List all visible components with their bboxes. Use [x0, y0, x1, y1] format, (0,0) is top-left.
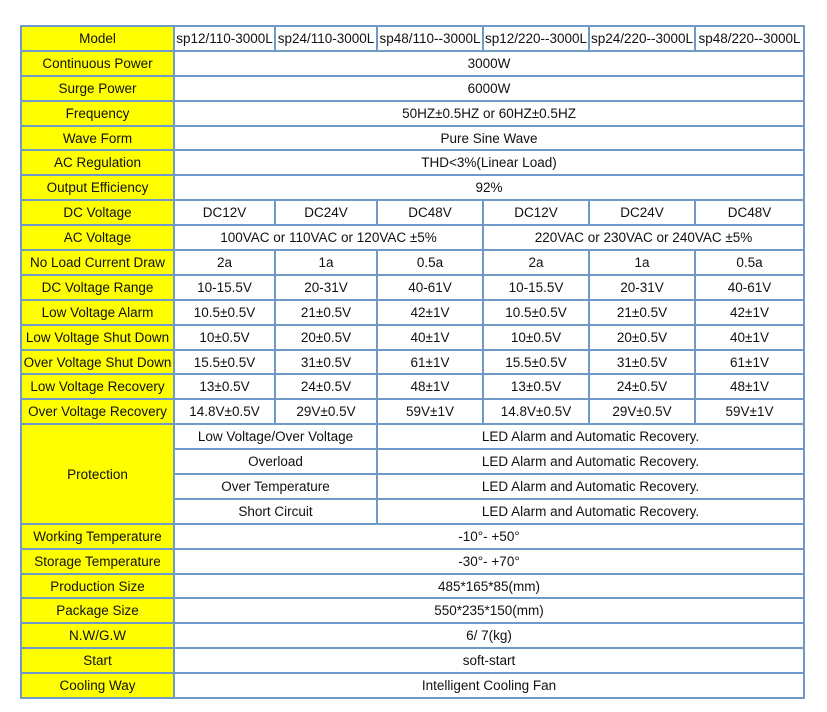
value-cell: DC24V — [275, 200, 377, 225]
value-cell: 42±1V — [695, 300, 804, 325]
value-cell: -30°- +70° — [174, 549, 804, 574]
table-row — [21, 275, 804, 300]
value-cell: 61±1V — [695, 350, 804, 375]
value-cell: 24±0.5V — [275, 374, 377, 399]
row-label: Protection — [21, 424, 174, 524]
value-cell: 13±0.5V — [174, 374, 275, 399]
protection-name: Short Circuit — [174, 499, 377, 524]
table-row-header — [21, 26, 804, 51]
value-cell: 485*165*85(mm) — [174, 574, 804, 599]
row-label: N.W/G.W — [21, 623, 174, 648]
table-row — [21, 76, 804, 101]
row-label: Over Voltage Recovery — [21, 399, 174, 424]
value-cell: 48±1V — [695, 374, 804, 399]
row-label: No Load Current Draw — [21, 250, 174, 275]
value-cell: soft-start — [174, 648, 804, 673]
value-cell: 2a — [174, 250, 275, 275]
row-label: AC Regulation — [21, 150, 174, 175]
value-cell: 40±1V — [377, 325, 483, 350]
value-cell: 2a — [483, 250, 589, 275]
value-cell: DC12V — [174, 200, 275, 225]
table-row — [21, 574, 804, 599]
protection-value: LED Alarm and Automatic Recovery. — [377, 474, 804, 499]
table-row — [21, 300, 804, 325]
row-label: DC Voltage — [21, 200, 174, 225]
row-label: Package Size — [21, 598, 174, 623]
value-cell: 1a — [275, 250, 377, 275]
value-cell: 550*235*150(mm) — [174, 598, 804, 623]
table-row — [21, 175, 804, 200]
row-label: Continuous Power — [21, 51, 174, 76]
value-cell: 15.5±0.5V — [174, 350, 275, 375]
model-header: sp48/220--3000L — [695, 26, 804, 51]
row-label: Working Temperature — [21, 524, 174, 549]
value-cell: 42±1V — [377, 300, 483, 325]
value-cell: 10±0.5V — [483, 325, 589, 350]
value-cell: 21±0.5V — [589, 300, 695, 325]
table-row — [21, 51, 804, 76]
row-label: Model — [21, 26, 174, 51]
value-cell: 14.8V±0.5V — [483, 399, 589, 424]
row-label: Over Voltage Shut Down — [21, 350, 174, 375]
value-cell: 10-15.5V — [174, 275, 275, 300]
value-cell: 40±1V — [695, 325, 804, 350]
model-header: sp24/110-3000L — [275, 26, 377, 51]
value-cell: 15.5±0.5V — [483, 350, 589, 375]
table-row — [21, 374, 804, 399]
row-label: Low Voltage Recovery — [21, 374, 174, 399]
value-cell: 10±0.5V — [174, 325, 275, 350]
row-label: Frequency — [21, 101, 174, 126]
value-cell: DC24V — [589, 200, 695, 225]
protection-name: Overload — [174, 449, 377, 474]
table-row — [21, 524, 804, 549]
row-label: Start — [21, 648, 174, 673]
value-cell: 0.5a — [377, 250, 483, 275]
value-cell: 6000W — [174, 76, 804, 101]
protection-value: LED Alarm and Automatic Recovery. — [377, 449, 804, 474]
value-cell: 92% — [174, 175, 804, 200]
value-cell: 24±0.5V — [589, 374, 695, 399]
value-cell: 20±0.5V — [589, 325, 695, 350]
value-cell: 20±0.5V — [275, 325, 377, 350]
row-label: AC Voltage — [21, 225, 174, 250]
value-cell: 20-31V — [589, 275, 695, 300]
table-row — [21, 673, 804, 698]
value-cell: 31±0.5V — [275, 350, 377, 375]
value-cell: 40-61V — [377, 275, 483, 300]
table-row — [21, 225, 804, 250]
value-cell: 10.5±0.5V — [483, 300, 589, 325]
value-cell: 59V±1V — [695, 399, 804, 424]
table-row — [21, 623, 804, 648]
model-header: sp24/220--3000L — [589, 26, 695, 51]
protection-name: Low Voltage/Over Voltage — [174, 424, 377, 449]
value-cell: 40-61V — [695, 275, 804, 300]
table-row — [21, 150, 804, 175]
table-row — [21, 350, 804, 375]
value-cell: 10-15.5V — [483, 275, 589, 300]
value-cell: 10.5±0.5V — [174, 300, 275, 325]
value-cell: DC48V — [695, 200, 804, 225]
value-cell: 20-31V — [275, 275, 377, 300]
value-cell: 220VAC or 230VAC or 240VAC ±5% — [483, 225, 804, 250]
table-row — [21, 200, 804, 225]
value-cell: DC12V — [483, 200, 589, 225]
table-row — [21, 399, 804, 424]
row-label: Output Efficiency — [21, 175, 174, 200]
protection-value: LED Alarm and Automatic Recovery. — [377, 424, 804, 449]
row-label: Low Voltage Alarm — [21, 300, 174, 325]
row-label: Storage Temperature — [21, 549, 174, 574]
value-cell: 100VAC or 110VAC or 120VAC ±5% — [174, 225, 483, 250]
value-cell: Pure Sine Wave — [174, 126, 804, 151]
value-cell: -10°- +50° — [174, 524, 804, 549]
row-label: Surge Power — [21, 76, 174, 101]
table-row — [21, 598, 804, 623]
value-cell: 59V±1V — [377, 399, 483, 424]
value-cell: 31±0.5V — [589, 350, 695, 375]
table-row — [21, 126, 804, 151]
value-cell: 6/ 7(kg) — [174, 623, 804, 648]
value-cell: Intelligent Cooling Fan — [174, 673, 804, 698]
value-cell: 3000W — [174, 51, 804, 76]
model-header: sp12/110-3000L — [174, 26, 275, 51]
protection-row — [21, 424, 804, 449]
row-label: Production Size — [21, 574, 174, 599]
table-row — [21, 648, 804, 673]
row-label: DC Voltage Range — [21, 275, 174, 300]
table-row — [21, 250, 804, 275]
value-cell: 29V±0.5V — [275, 399, 377, 424]
value-cell: THD<3%(Linear Load) — [174, 150, 804, 175]
value-cell: 0.5a — [695, 250, 804, 275]
row-label: Low Voltage Shut Down — [21, 325, 174, 350]
value-cell: 14.8V±0.5V — [174, 399, 275, 424]
value-cell: 61±1V — [377, 350, 483, 375]
table-row — [21, 549, 804, 574]
model-header: sp12/220--3000L — [483, 26, 589, 51]
row-label: Cooling Way — [21, 673, 174, 698]
table-row — [21, 325, 804, 350]
value-cell: 50HZ±0.5HZ or 60HZ±0.5HZ — [174, 101, 804, 126]
table-row — [21, 101, 804, 126]
value-cell: 21±0.5V — [275, 300, 377, 325]
value-cell: 1a — [589, 250, 695, 275]
model-header: sp48/110--3000L — [377, 26, 483, 51]
spec-table — [20, 25, 805, 699]
row-label: Wave Form — [21, 126, 174, 151]
protection-name: Over Temperature — [174, 474, 377, 499]
value-cell: DC48V — [377, 200, 483, 225]
protection-value: LED Alarm and Automatic Recovery. — [377, 499, 804, 524]
value-cell: 13±0.5V — [483, 374, 589, 399]
value-cell: 48±1V — [377, 374, 483, 399]
value-cell: 29V±0.5V — [589, 399, 695, 424]
